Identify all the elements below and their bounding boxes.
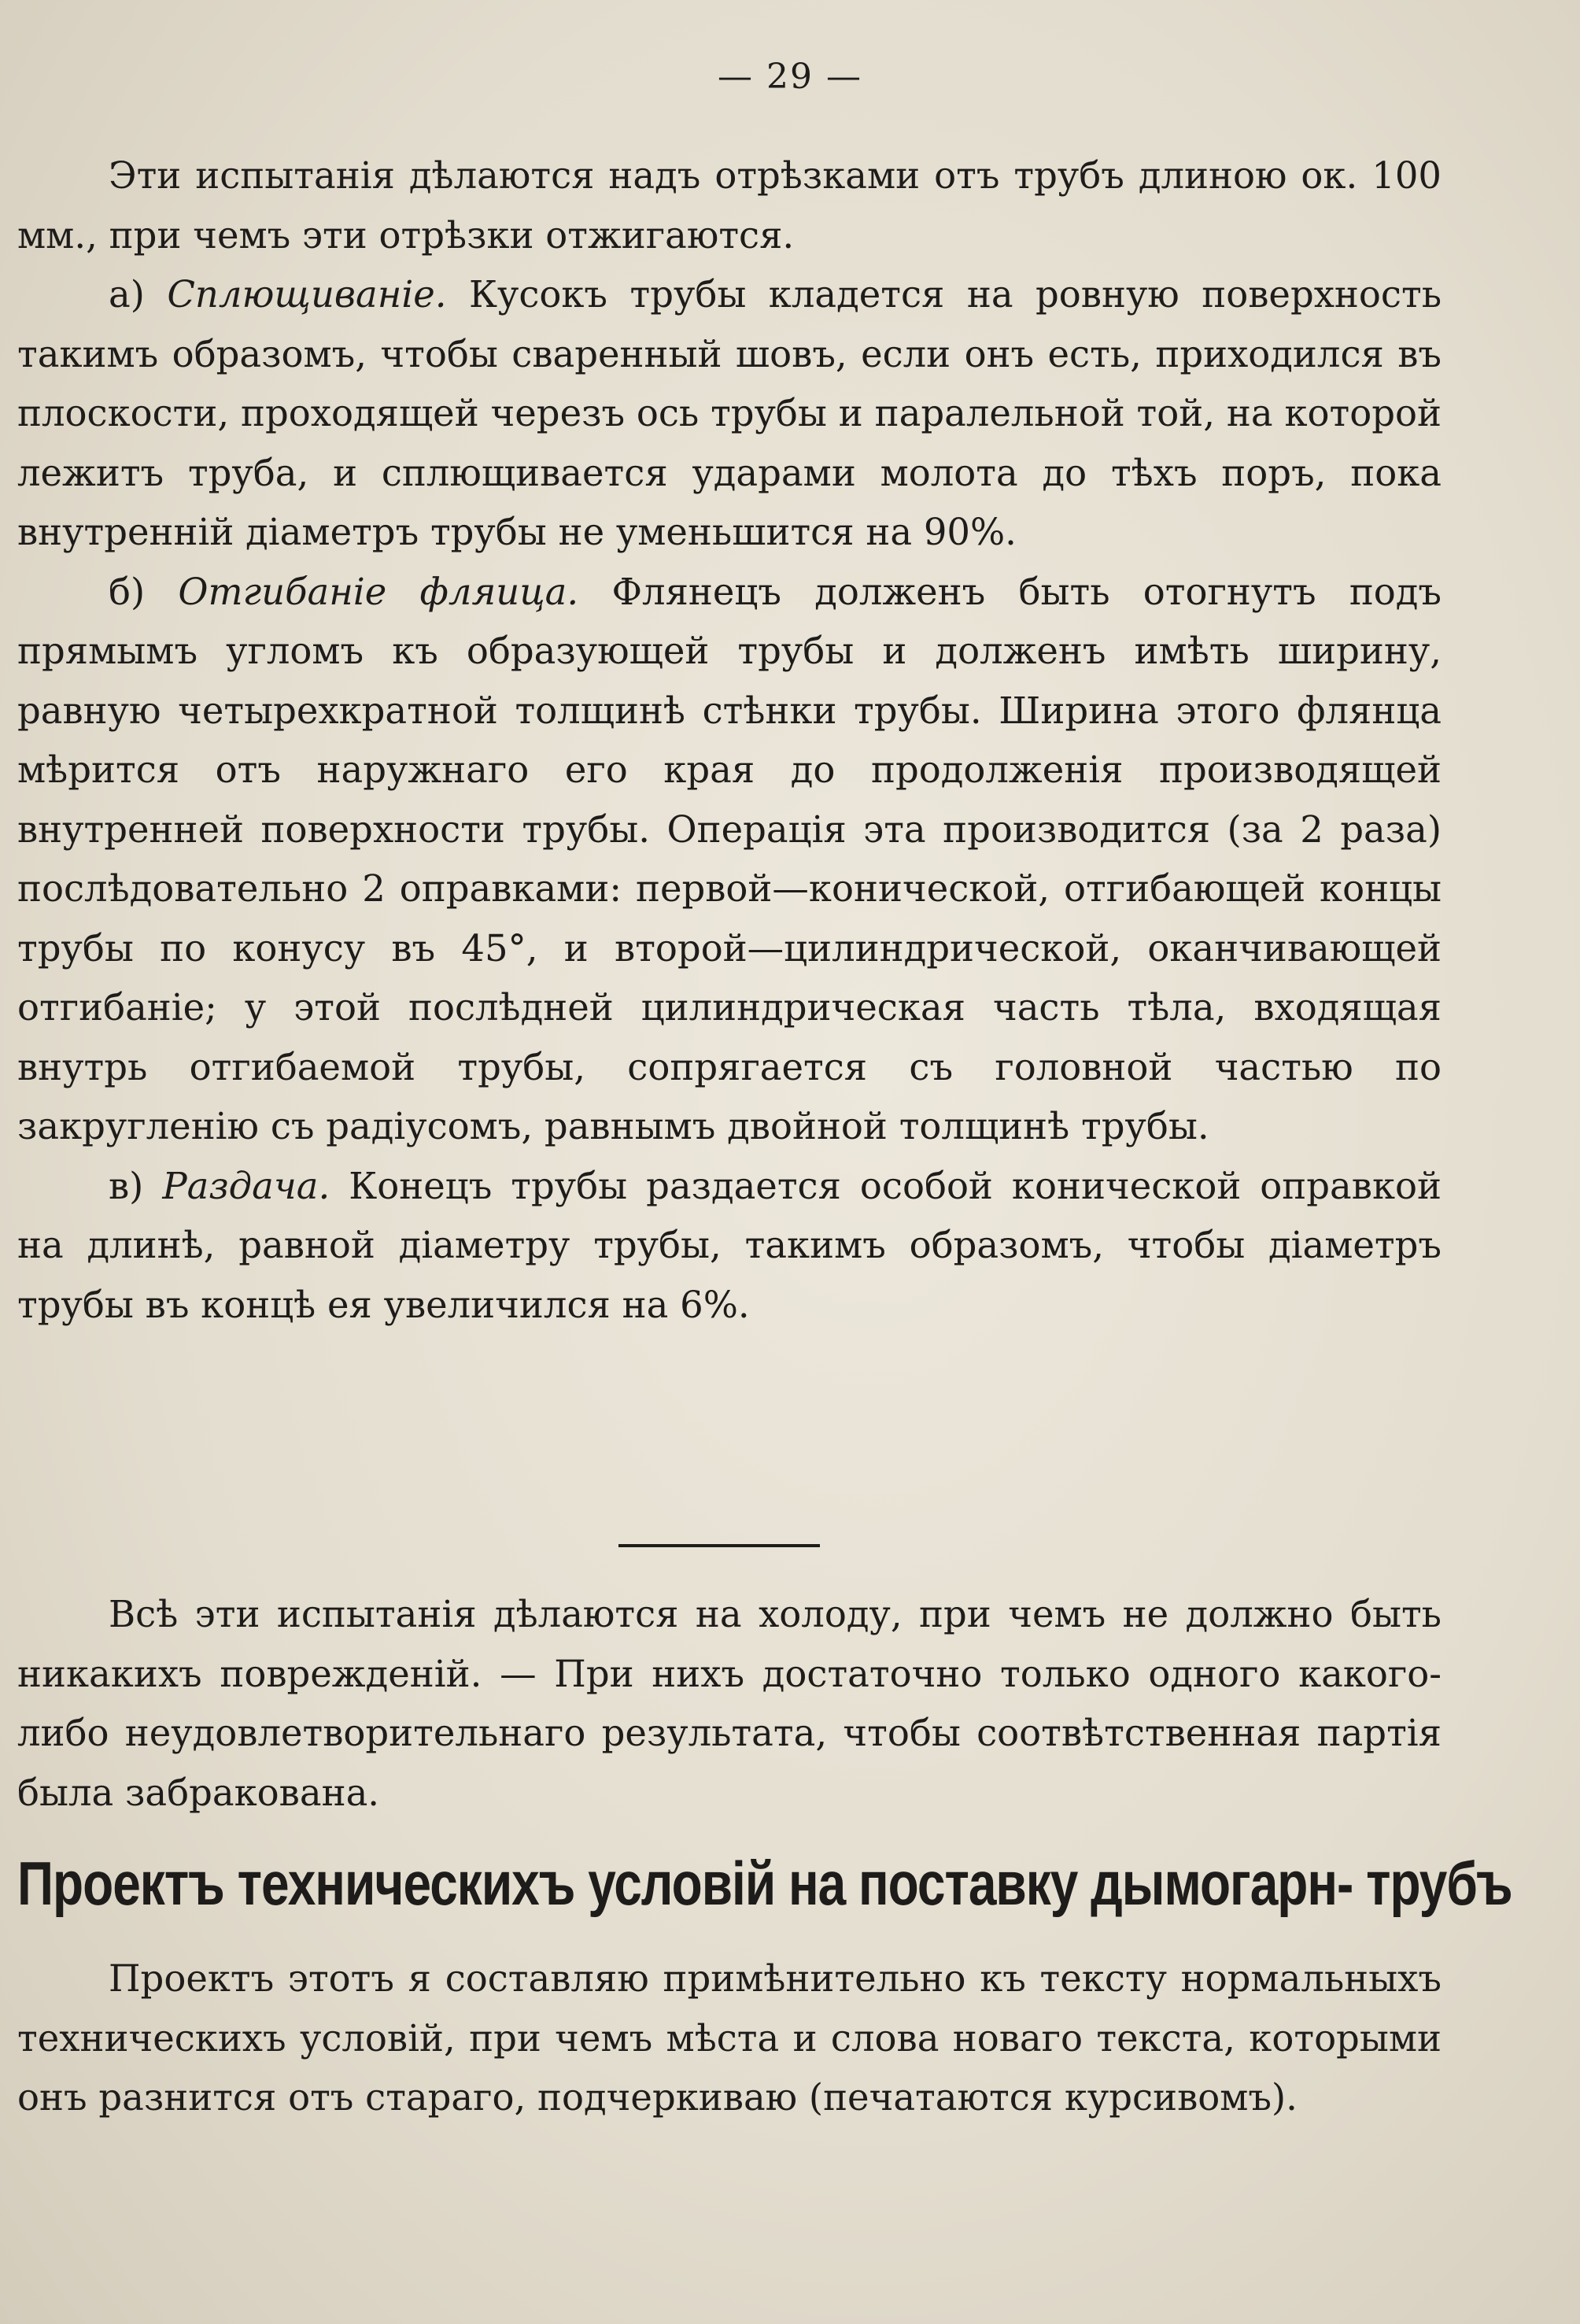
test-a-text: Кусокъ трубы кладется на ровную поверхность такимъ образомъ, чтобы сваренный шовъ, если онъ есть, приходился въ плоскости, проходящей черезъ ось трубы и паралельной той, на которой лежитъ труба, и сплющивается ударами молота до тѣхъ поръ, пока внутренній діаметръ трубы не уменьшится на 90%. (17, 273, 1442, 553)
project-paragraph: Проектъ этотъ я составляю примѣнительно къ тексту нормальныхъ техническихъ условій, при чемъ мѣста и слова новаго текста, которыми онъ разнится отъ стараго, подчеркиваю (печатаются курсивомъ). (17, 1957, 1442, 2119)
test-b-paragraph (17, 563, 1442, 1157)
test-b-marker: б) (109, 570, 146, 613)
tests-intro-paragraph: Эти испытанія дѣлаются надъ отрѣзками отъ трубъ длиною ок. 100 мм., при чемъ эти отрѣзки отжигаются. (17, 154, 1442, 257)
section-heading: Проектъ техническихъ условій на поставку дымогарн- трубъ (17, 1849, 1512, 1918)
conclusion-paragraph: Всѣ эти испытанія дѣлаются на холоду, при чемъ не должно быть никакихъ поврежденій. — При нихъ достаточно только одного какого-либо неудовлетворительнаго результата, чтобы соотвѣтственная партія была забракована. (17, 1593, 1442, 1814)
test-a-title: Сплющиваніе. (167, 273, 447, 316)
section-divider (618, 1544, 820, 1547)
test-c-paragraph (17, 1157, 1442, 1336)
test-a-paragraph (17, 265, 1442, 563)
conclusion-section (17, 1585, 1442, 1823)
test-b-title: Отгибаніе фляица. (178, 570, 579, 613)
page-number: — 29 — (718, 57, 862, 97)
project-section (17, 1949, 1442, 2128)
test-c-marker: в) (109, 1164, 144, 1207)
test-c-text: Конецъ трубы раздается особой конической оправкой на длинѣ, равной діаметру трубы, такимъ образомъ, чтобы діаметръ трубы въ концѣ ея увеличился на 6%. (17, 1164, 1442, 1326)
test-a-marker: а) (109, 273, 145, 316)
test-b-text: Флянецъ долженъ быть отогнутъ подъ прямымъ угломъ къ образующей трубы и долженъ имѣть ширину, равную четырехкратной толщинѣ стѣнки трубы. Ширина этого флянца мѣрится отъ наружнаго его края до продолженія производящей внутренней поверхности трубы. Операція эта производится (за 2 раза) послѣдовательно 2 оправками: первой—конической, отгибающей концы трубы по конусу въ 45°, и второй—цилиндрической, оканчивающей отгибаніе; у этой послѣдней цилиндрическая часть тѣла, входящая внутрь отгибаемой трубы, сопрягается съ головной частью по закругленію съ радіусомъ, равнымъ двойной толщинѣ трубы. (17, 570, 1442, 1147)
tests-section (17, 146, 1442, 1335)
test-c-title: Раздача. (162, 1164, 330, 1207)
